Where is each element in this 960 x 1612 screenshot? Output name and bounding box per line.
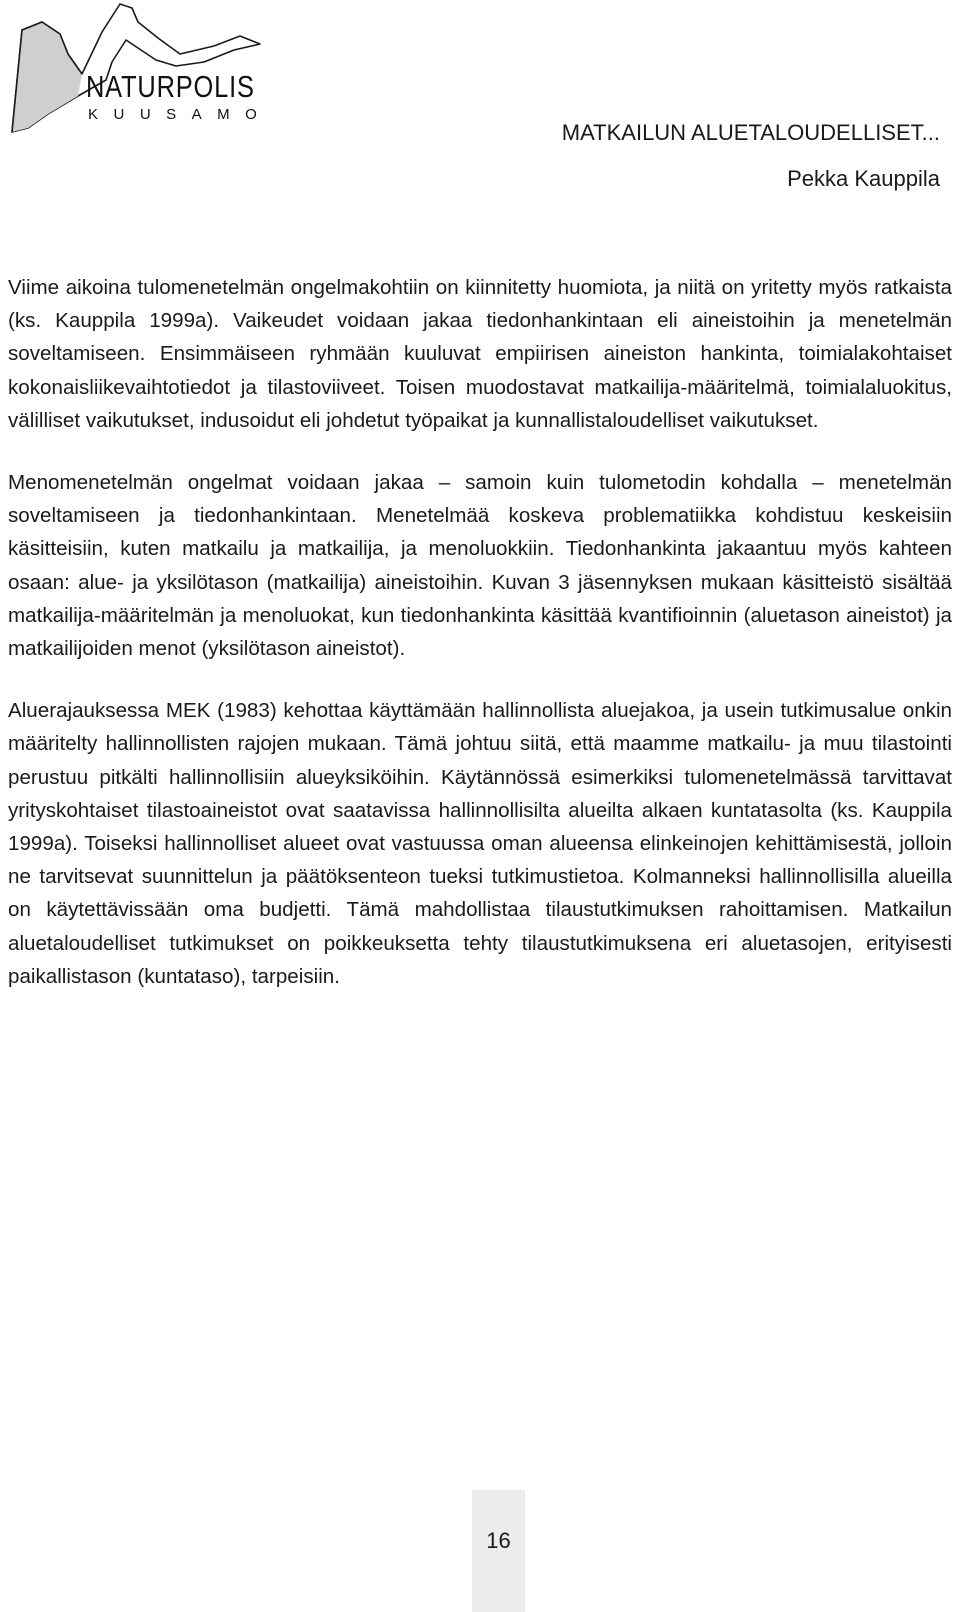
paragraph: Viime aikoina tulomenetelmän ongelmakohtiin on kiinnitetty huomiota, ja niitä on yritetty myös ratkaista (ks. Kauppila 1999a). Vaikeudet voidaan jakaa tiedonhankintaan eli aineistoihin ja menetelmän soveltamiseen. Ensimmäiseen ryhmään kuuluvat empiirisen aineiston hankinta, toimialakohtaiset kokonaisliikevaihtotiedot ja tilastoviiveet. Toisen muodostavat matkailija-määritelmä, toimialaluokitus, välilliset vaikutukset, indusoidut eli johdetut työpaikat ja kunnallistaloudelliset vaikutukset. bbox=[8, 276, 952, 432]
body-text bbox=[8, 271, 952, 1022]
logo-subtitle: KUUSAMO bbox=[88, 106, 273, 123]
page-number: 16 bbox=[486, 1528, 511, 1553]
running-title: MATKAILUN ALUETALOUDELLISET... bbox=[561, 120, 940, 145]
naturpolis-logo bbox=[8, 0, 273, 145]
page-number-box bbox=[472, 1490, 525, 1612]
paragraph: Menomenetelmän ongelmat voidaan jakaa – samoin kuin tulometodin kohdalla – menetelmän soveltamiseen ja tiedonhankintaan. Menetelmää koskeva problematiikka kohdistuu keskeisiin käsitteisiin, kuten matkailu ja matkailija, ja menoluokkiin. Tiedonhankinta jakaantuu myös kahteen osaan: alue- ja yksilötason (matkailija) aineistoihin. Kuvan 3 jäsennyksen mukaan käsitteistö sisältää matkailija-määritelmän ja menoluokat, kun tiedonhankinta käsittää kvantifioinnin (aluetason aineistot) ja matkailijoiden menot (yksilötason aineistot). bbox=[8, 471, 952, 661]
author-name: Pekka Kauppila bbox=[787, 166, 940, 191]
logo-wordmark: NATURPOLIS bbox=[86, 69, 255, 104]
paragraph: Aluerajauksessa MEK (1983) kehottaa käyttämään hallinnollista aluejakoa, ja usein tutkimusalue onkin määritelty hallinnollisten rajojen mukaan. Tämä johtuu siitä, että maamme matkailu- ja muu tilastointi perustuu pitkälti hallinnollisiin alueyksiköihin. Käytännössä esimerkiksi tulomenetelmässä tarvittavat yrityskohtaiset tilastoaineistot ovat saatavissa hallinnollisilta alueilta alkaen kuntatasolta (ks. Kauppila 1999a). Toiseksi hallinnolliset alueet ovat vastuussa oman alueensa elinkeinojen kehittämisestä, jolloin ne tarvitsevat suunnittelun ja päätöksenteon tueksi tutkimustietoa. Kolmanneksi hallinnollisilla alueilla on käytettävissään oma budjetti. Tämä mahdollistaa tilaustutkimuksen rahoittamisen. Matkailun aluetaloudelliset tutkimukset on poikkeuksetta tehty tilaustutkimuksena eri aluetasojen, erityisesti paikallistason (kuntataso), tarpeisiin. bbox=[8, 699, 952, 988]
